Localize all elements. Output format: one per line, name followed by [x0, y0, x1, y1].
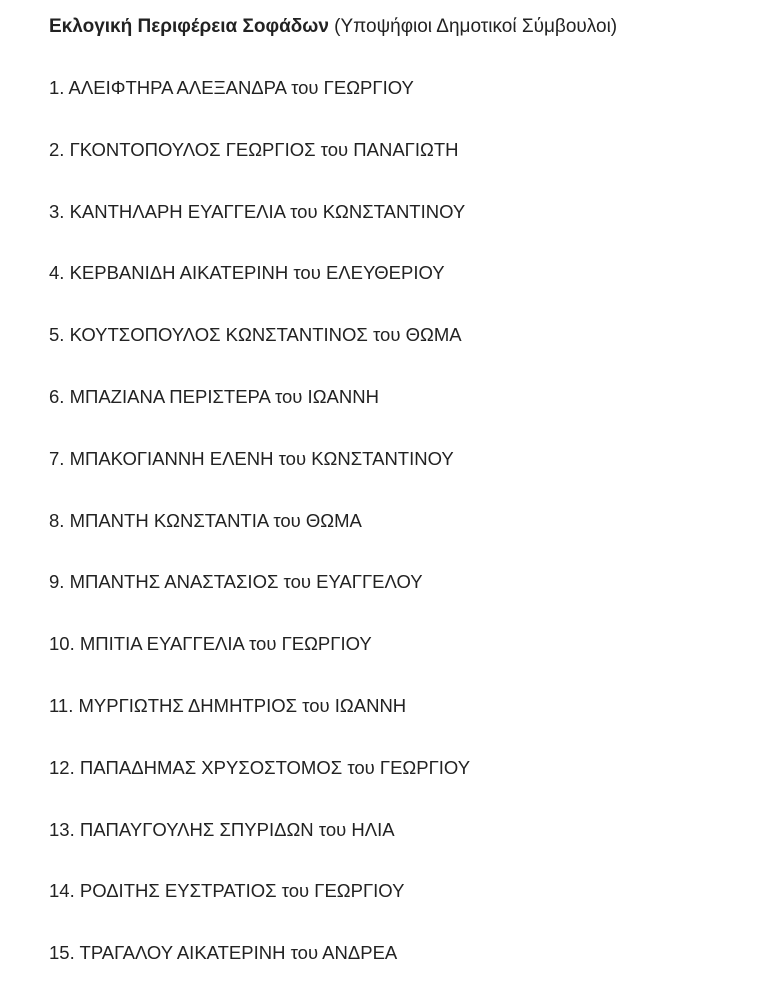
- list-item: 13. ΠΑΠΑΥΓΟΥΛΗΣ ΣΠΥΡΙΔΩΝ του ΗΛΙΑ: [49, 818, 395, 840]
- list-item: 11. ΜΥΡΓΙΩΤΗΣ ΔΗΜΗΤΡΙΟΣ του ΙΩΑΝΝΗ: [49, 694, 407, 716]
- list-item: 14. ΡΟΔΙΤΗΣ ΕΥΣΤΡΑΤΙΟΣ του ΓΕΩΡΓΙΟΥ: [49, 880, 405, 902]
- list-item: 2. ΓΚΟΝΤΟΠΟΥΛΟΣ ΓΕΩΡΓΙΟΣ του ΠΑΝΑΓΙΩΤΗ: [49, 138, 459, 160]
- list-item: 10. ΜΠΙΤΙΑ ΕΥΑΓΓΕΛΙΑ του ΓΕΩΡΓΙΟΥ: [49, 633, 372, 655]
- list-item: 12. ΠΑΠΑΔΗΜΑΣ ΧΡΥΣΟΣΤΟΜΟΣ του ΓΕΩΡΓΙΟΥ: [49, 756, 471, 778]
- list-item: 3. ΚΑΝΤΗΛΑΡΗ ΕΥΑΓΓΕΛΙΑ του ΚΩΝΣΤΑΝΤΙΝΟΥ: [49, 200, 466, 222]
- list-item: 8. ΜΠΑΝΤΗ ΚΩΝΣΤΑΝΤΙΑ του ΘΩΜΑ: [49, 509, 362, 531]
- list-item: 1. ΑΛΕΙΦΤΗΡΑ ΑΛΕΞΑΝΔΡΑ του ΓΕΩΡΓΙΟΥ: [49, 77, 414, 98]
- document: [49, 14, 749, 964]
- list-item: 15. ΤΡΑΓΑΛΟΥ ΑΙΚΑΤΕΡΙΝΗ του ΑΝΔΡΕΑ: [49, 942, 398, 964]
- heading-district: Εκλογική Περιφέρεια Σοφάδων: [49, 16, 329, 37]
- list-item: 7. ΜΠΑΚΟΓΙΑΝΝΗ ΕΛΕΝΗ του ΚΩΝΣΤΑΝΤΙΝΟΥ: [49, 447, 454, 469]
- list-item: 9. ΜΠΑΝΤΗΣ ΑΝΑΣΤΑΣΙΟΣ του ΕΥΑΓΓΕΛΟΥ: [49, 571, 423, 593]
- list-item: 5. ΚΟΥΤΣΟΠΟΥΛΟΣ ΚΩΝΣΤΑΝΤΙΝΟΣ του ΘΩΜΑ: [49, 324, 462, 346]
- list-item: 6. ΜΠΑΖΙΑΝΑ ΠΕΡΙΣΤΕΡΑ του ΙΩΑΝΝΗ: [49, 385, 379, 407]
- list-item: 4. ΚΕΡΒΑΝΙΔΗ ΑΙΚΑΤΕΡΙΝΗ του ΕΛΕΥΘΕΡΙΟΥ: [49, 262, 445, 284]
- candidate-list: [49, 75, 470, 1002]
- heading-subtitle: (Υποψήφιοι Δημοτικοί Σύμβουλοι): [328, 16, 618, 37]
- section-heading: [49, 14, 749, 40]
